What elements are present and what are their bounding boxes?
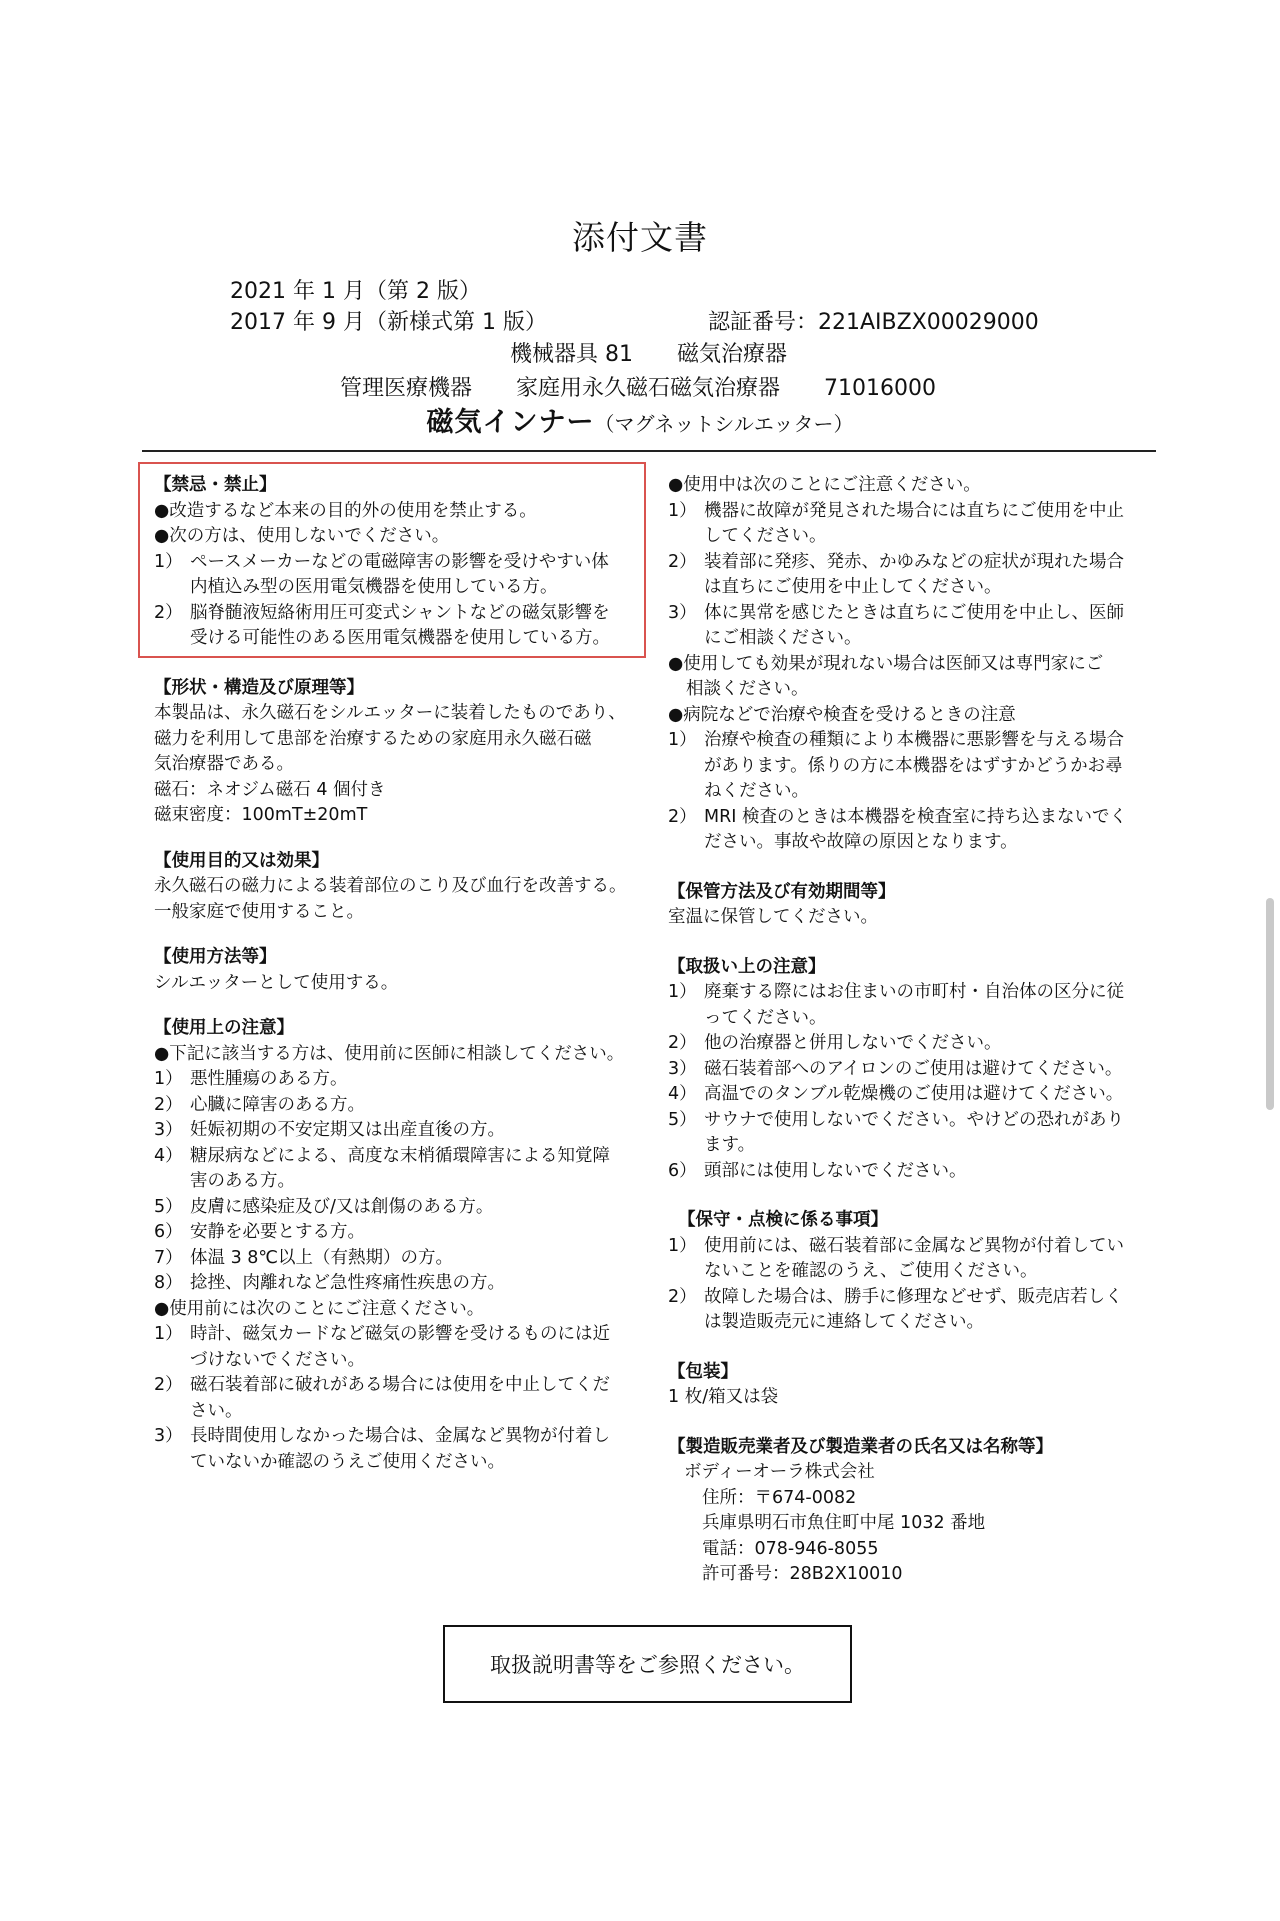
- item-text: 機器に故障が発見された場合には直ちにご使用を中止: [704, 500, 1124, 521]
- item-number: 1）: [154, 1324, 183, 1344]
- product-name-line: [0, 400, 1280, 439]
- in-use-cautions-section: [668, 473, 1166, 856]
- item-number: 3）: [154, 1426, 183, 1446]
- product-name: 磁気インナー: [426, 407, 595, 438]
- shape-structure-section: [154, 676, 646, 829]
- storage-section: [668, 880, 1166, 931]
- list-item: [154, 1067, 646, 1093]
- paragraph-line: 磁束密度：100mT±20mT: [154, 805, 368, 825]
- item-text: 内植込み型の医用電気機器を使用している方。: [190, 577, 558, 597]
- contraindication-section: [154, 473, 646, 652]
- certification-number: 認証番号：221AIBZX00029000: [708, 310, 1039, 335]
- list-item: [668, 1108, 1166, 1159]
- list-item: [668, 499, 1166, 550]
- item-text: 脳脊髄液短絡術用圧可変式シャントなどの磁気影響を: [190, 602, 610, 623]
- item-number: 6）: [154, 1222, 183, 1242]
- item-number: 2）: [154, 1094, 183, 1115]
- item-number: 2）: [154, 1375, 183, 1395]
- item-number: 4）: [154, 1145, 183, 1166]
- handling-section: [668, 955, 1166, 1185]
- item-text: 害のある方。: [190, 1171, 295, 1191]
- item-text: ってください。: [704, 1007, 827, 1028]
- item-text: ないことを確認のうえ、ご使用ください。: [704, 1261, 1038, 1281]
- item-text: 治療や検査の種類により本機器に悪影響を与える場合: [704, 730, 1124, 750]
- item-number: 2）: [668, 1286, 697, 1307]
- header-divider: [142, 450, 1156, 452]
- usage-method-section: [154, 945, 646, 996]
- item-text: MRI 検査のときは本機器を検査室に持ち込まないでく: [704, 806, 1127, 827]
- item-number: 3）: [668, 1058, 697, 1079]
- reference-notice-text: 取扱説明書等をご参照ください。: [490, 1653, 805, 1677]
- item-number: 7）: [154, 1247, 183, 1268]
- paragraph-line: 気治療器である。: [154, 754, 294, 774]
- item-number: 1）: [668, 1235, 697, 1256]
- list-item: [668, 1159, 1166, 1185]
- list-item: [668, 1057, 1166, 1083]
- maintenance-section: [668, 1208, 1166, 1336]
- list-item: [668, 1031, 1166, 1057]
- list-item: [154, 1246, 646, 1272]
- item-number: 8）: [154, 1273, 183, 1293]
- paragraph-line: 永久磁石の磁力による装着部位のこり及び血行を改善する。: [154, 876, 627, 896]
- list-item: [668, 1285, 1166, 1336]
- bullet-text: ●次の方は、使用しないでください。: [154, 526, 450, 546]
- item-number: 1）: [668, 500, 697, 521]
- list-item: [668, 1082, 1166, 1108]
- item-text: があります。係りの方に本機器をはずすかどうかお尋: [704, 755, 1123, 776]
- bullet-text: ●使用しても効果が現れない場合は医師又は専門家にご: [668, 653, 1104, 674]
- packaging-section: [668, 1360, 1166, 1411]
- item-number: 1）: [154, 551, 183, 572]
- list-item: [154, 1424, 646, 1475]
- item-text: 皮膚に感染症及び/又は創傷のある方。: [190, 1196, 494, 1217]
- item-number: 6）: [668, 1160, 697, 1181]
- item-text: 廃棄する際にはお住まいの市町村・自治体の区分に従: [704, 982, 1124, 1002]
- item-text: 頭部には使用しないでください。: [704, 1160, 967, 1181]
- item-text: してください。: [704, 526, 827, 546]
- item-text: 他の治療器と併用しないでください。: [704, 1033, 1002, 1053]
- item-number: 2）: [154, 602, 183, 623]
- bullet-text: ●下記に該当する方は、使用前に医師に相談してください。: [154, 1043, 625, 1064]
- company-name: ボディーオーラ株式会社: [684, 1462, 875, 1482]
- item-number: 2）: [668, 806, 697, 827]
- section-heading: 【禁忌・禁止】: [154, 475, 277, 495]
- bullet-text: ●病院などで治療や検査を受けるときの注意: [668, 704, 1016, 725]
- bullet-text: 相談ください。: [686, 679, 809, 699]
- paragraph-line: 磁力を利用して患部を治療するための家庭用永久磁石磁: [154, 728, 592, 749]
- document-title: 添付文書: [572, 218, 708, 257]
- paragraph-line: 一般家庭で使用すること。: [154, 901, 364, 922]
- item-number: 1）: [668, 982, 697, 1002]
- list-item: [668, 980, 1166, 1031]
- company-address-line: 住所：〒674-0082: [702, 1487, 857, 1508]
- list-item: [154, 1093, 646, 1119]
- usage-cautions-section: [154, 1016, 646, 1475]
- paragraph-line: 1 枚/箱又は袋: [668, 1387, 779, 1407]
- item-text: 糖尿病などによる、高度な末梢循環障害による知覚障: [190, 1145, 610, 1166]
- item-text: 体に異常を感じたときは直ちにご使用を中止し、医師: [704, 602, 1124, 623]
- item-text: 悪性腫瘍のある方。: [190, 1069, 348, 1089]
- item-text: にご相談ください。: [704, 628, 862, 648]
- item-text: 受ける可能性のある医用電気機器を使用している方。: [190, 628, 610, 648]
- item-text: 磁石装着部に破れがある場合には使用を中止してくだ: [190, 1375, 610, 1395]
- item-number: 3）: [154, 1120, 183, 1140]
- bullet-text: ●使用前には次のことにご注意ください。: [154, 1298, 485, 1319]
- item-text: 故障した場合は、勝手に修理などせず、販売店若しく: [704, 1286, 1123, 1307]
- list-item: [154, 1220, 646, 1246]
- item-text: 装着部に発疹、発赤、かゆみなどの症状が現れた場合: [704, 551, 1124, 572]
- left-column: [154, 473, 646, 1475]
- item-text: ます。: [704, 1135, 756, 1155]
- item-number: 3）: [668, 602, 697, 623]
- item-text: 妊娠初期の不安定期又は出産直後の方。: [190, 1120, 505, 1140]
- list-item: [668, 601, 1166, 652]
- classification-line: 機械器具 81 磁気治療器: [510, 342, 787, 367]
- item-text: 心臓に障害のある方。: [190, 1094, 365, 1115]
- right-column: [668, 473, 1166, 1588]
- item-text: は直ちにご使用を中止してください。: [704, 577, 1002, 597]
- item-number: 1）: [154, 1069, 183, 1089]
- paragraph-line: 室温に保管してください。: [668, 907, 878, 927]
- section-heading: 【使用上の注意】: [154, 1018, 294, 1038]
- item-text: サウナで使用しないでください。やけどの恐れがあり: [704, 1109, 1124, 1130]
- section-heading: 【保管方法及び有効期間等】: [668, 881, 896, 902]
- list-item: [668, 728, 1166, 805]
- bullet-text: ●改造するなど本来の目的外の使用を禁止する。: [154, 500, 537, 521]
- company-phone: 電話：078-946-8055: [702, 1538, 879, 1559]
- item-text: 安静を必要とする方。: [190, 1222, 365, 1242]
- section-heading: 【包装】: [668, 1361, 738, 1382]
- vertical-scrollbar[interactable]: [1266, 898, 1274, 1110]
- revision-line-1: 2021 年 1 月（第 2 版）: [230, 279, 481, 304]
- item-number: 2）: [668, 1033, 697, 1053]
- list-item: [154, 1144, 646, 1195]
- item-text: 磁石装着部へのアイロンのご使用は避けてください。: [704, 1058, 1123, 1079]
- company-license: 許可番号：28B2X10010: [702, 1564, 903, 1584]
- item-text: ていないか確認のうえご使用ください。: [190, 1451, 505, 1472]
- list-item: [154, 1118, 646, 1144]
- revision-line-2: 2017 年 9 月（新様式第 1 版）: [230, 310, 547, 335]
- item-text: ペースメーカーなどの電磁障害の影響を受けやすい体: [190, 551, 609, 572]
- section-heading: 【保守・点検に係る事項】: [678, 1210, 888, 1230]
- item-text: 高温でのタンブル乾燥機のご使用は避けてください。: [704, 1084, 1124, 1104]
- item-text: づけないでください。: [190, 1349, 365, 1370]
- list-item: [154, 1322, 646, 1373]
- item-number: 1）: [668, 730, 697, 750]
- item-number: 4）: [668, 1084, 697, 1104]
- paragraph-line: シルエッターとして使用する。: [154, 972, 399, 993]
- item-text: 時計、磁気カードなど磁気の影響を受けるものには近: [190, 1324, 610, 1344]
- paragraph-line: 磁石：ネオジム磁石 4 個付き: [154, 779, 386, 800]
- list-item: [154, 550, 646, 601]
- section-heading: 【取扱い上の注意】: [668, 956, 826, 977]
- list-item: [668, 805, 1166, 856]
- bullet-text: ●使用中は次のことにご注意ください。: [668, 475, 981, 495]
- purpose-section: [154, 849, 646, 926]
- item-number: 5）: [154, 1196, 183, 1217]
- paragraph-line: 本製品は、永久磁石をシルエッターに装着したものであり、: [154, 703, 626, 723]
- list-item: [668, 550, 1166, 601]
- section-heading: 【形状・構造及び原理等】: [154, 677, 364, 698]
- item-number: 2）: [668, 551, 697, 572]
- section-heading: 【使用方法等】: [154, 947, 277, 967]
- category-line: 管理医療機器 家庭用永久磁石磁気治療器 71016000: [340, 376, 936, 401]
- item-text: は製造販売元に連絡してください。: [704, 1312, 984, 1332]
- item-text: 捻挫、肉離れなど急性疼痛性疾患の方。: [190, 1273, 505, 1293]
- list-item: [154, 1195, 646, 1221]
- reference-notice-box: [443, 1625, 852, 1703]
- list-item: [154, 1271, 646, 1297]
- list-item: [154, 601, 646, 652]
- item-text: 長時間使用しなかった場合は、金属など異物が付着し: [190, 1426, 610, 1446]
- list-item: [154, 1373, 646, 1424]
- item-text: さい。: [190, 1400, 243, 1421]
- product-subtitle: （マグネットシルエッター）: [594, 412, 854, 436]
- section-heading: 【使用目的又は効果】: [154, 850, 329, 871]
- item-text: ださい。事故や故障の原因となります。: [704, 832, 1018, 852]
- section-heading: 【製造販売業者及び製造業者の氏名又は名称等】: [668, 1436, 1053, 1457]
- item-text: 体温 3 8℃以上（有熱期）の方。: [190, 1247, 454, 1268]
- list-item: [668, 1234, 1166, 1285]
- item-text: ねください。: [704, 781, 809, 801]
- item-text: 使用前には、磁石装着部に金属など異物が付着してい: [704, 1235, 1124, 1256]
- manufacturer-section: [668, 1435, 1166, 1588]
- item-number: 5）: [668, 1109, 697, 1130]
- company-address-line: 兵庫県明石市魚住町中尾 1032 番地: [702, 1513, 986, 1533]
